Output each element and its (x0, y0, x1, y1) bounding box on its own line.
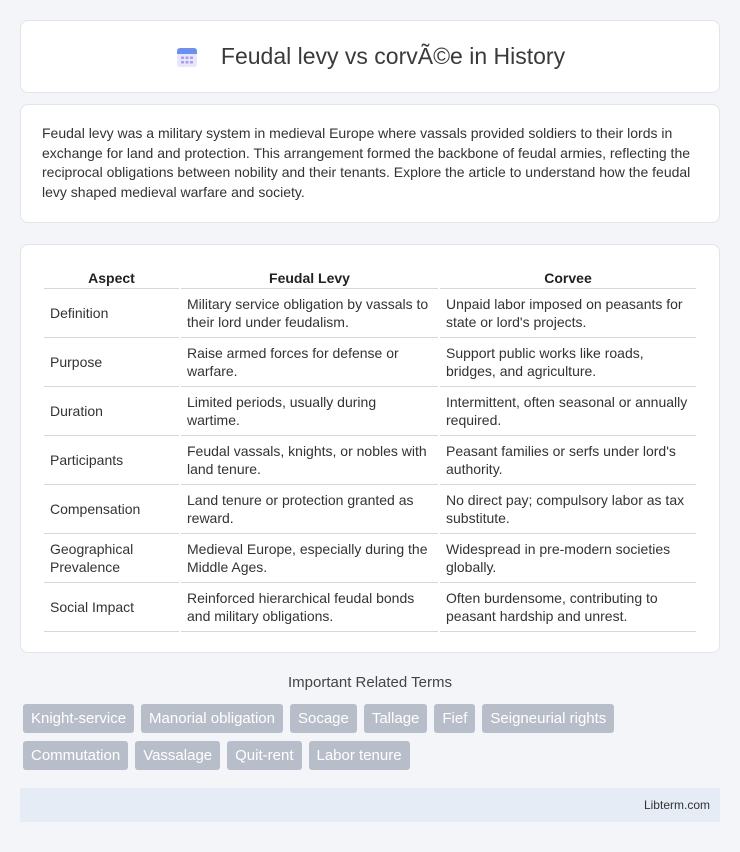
table-header-row (44, 267, 696, 289)
row-aspect: Geographical Prevalence (44, 534, 179, 583)
footer (20, 788, 720, 822)
row-corvee: Intermittent, often seasonal or annually required. (440, 387, 696, 436)
table-row (44, 289, 696, 338)
row-corvee: Often burdensome, contributing to peasant hardship and unrest. (440, 583, 696, 632)
row-feudal-levy: Land tenure or protection granted as reward. (181, 485, 438, 534)
row-corvee: No direct pay; compulsory labor as tax substitute. (440, 485, 696, 534)
table-row (44, 338, 696, 387)
table-row (44, 583, 696, 632)
header-feudal-levy: Feudal Levy (181, 267, 438, 289)
tag-commutation[interactable]: Commutation (23, 741, 128, 770)
tag-quit-rent[interactable]: Quit-rent (227, 741, 301, 770)
row-feudal-levy: Reinforced hierarchical feudal bonds and military obligations. (181, 583, 438, 632)
related-terms-heading: Important Related Terms (288, 674, 452, 691)
tag-tallage[interactable]: Tallage (364, 704, 428, 733)
footer-site-link[interactable]: Libterm.com (643, 798, 710, 812)
table-row (44, 485, 696, 534)
row-aspect: Compensation (44, 485, 179, 534)
page-title: Feudal levy vs corvÃ©e in History (220, 43, 566, 69)
tag-vassalage[interactable]: Vassalage (135, 741, 220, 770)
row-corvee: Support public works like roads, bridges, and agriculture. (440, 338, 696, 387)
calendar-icon (175, 45, 199, 69)
table-row (44, 436, 696, 485)
title-card (20, 20, 720, 93)
row-feudal-levy: Medieval Europe, especially during the Middle Ages. (181, 534, 438, 583)
row-aspect: Participants (44, 436, 179, 485)
tag-knight-service[interactable]: Knight-service (23, 704, 134, 733)
intro-card (20, 104, 720, 223)
tag-seigneurial-rights[interactable]: Seigneurial rights (482, 704, 614, 733)
comparison-card (20, 244, 720, 653)
tag-labor-tenure[interactable]: Labor tenure (309, 741, 410, 770)
row-aspect: Purpose (44, 338, 179, 387)
tag-socage[interactable]: Socage (290, 704, 357, 733)
row-feudal-levy: Feudal vassals, knights, or nobles with land tenure. (181, 436, 438, 485)
header-aspect: Aspect (44, 267, 179, 289)
row-feudal-levy: Military service obligation by vassals to their lord under feudalism. (181, 289, 438, 338)
table-row (44, 387, 696, 436)
row-feudal-levy: Raise armed forces for defense or warfare. (181, 338, 438, 387)
related-terms-list (20, 704, 680, 770)
row-aspect: Social Impact (44, 583, 179, 632)
row-corvee: Peasant families or serfs under lord's authority. (440, 436, 696, 485)
row-corvee: Unpaid labor imposed on peasants for state or lord's projects. (440, 289, 696, 338)
header-corvee: Corvee (440, 267, 696, 289)
table-row (44, 534, 696, 583)
intro-text: Feudal levy was a military system in medieval Europe where vassals provided soldiers to their lords in exchange for land and protection. This arrangement formed the backbone of feudal armies, reflecting the reciprocal obligations between nobility and their tenants. Explore the article to understand how the feudal levy shaped medieval warfare and society. (42, 125, 691, 200)
row-aspect: Duration (44, 387, 179, 436)
row-aspect: Definition (44, 289, 179, 338)
row-feudal-levy: Limited periods, usually during wartime. (181, 387, 438, 436)
tag-fief[interactable]: Fief (434, 704, 475, 733)
tag-manorial-obligation[interactable]: Manorial obligation (141, 704, 283, 733)
row-corvee: Widespread in pre-modern societies globally. (440, 534, 696, 583)
comparison-table (42, 267, 698, 632)
